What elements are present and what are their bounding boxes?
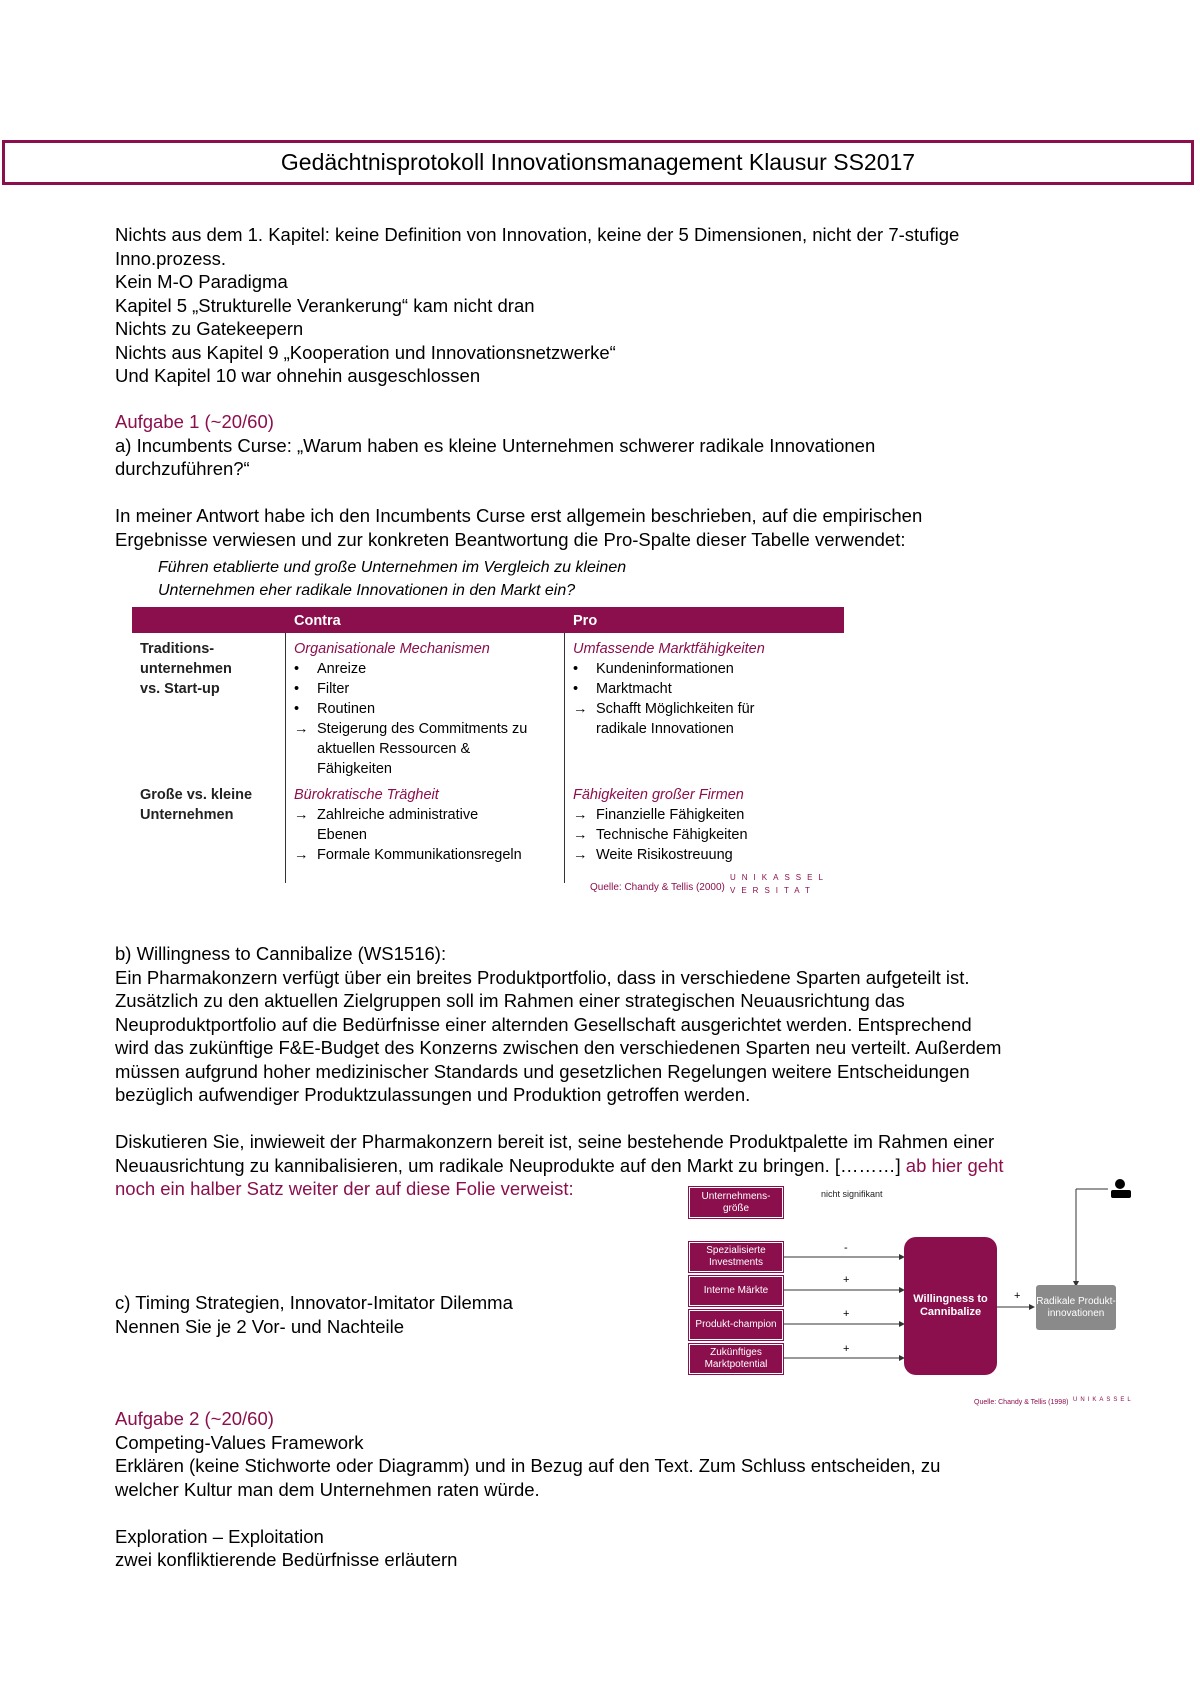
list-item: aktuellen Ressourcen & [317,741,471,757]
sign-label: + [1014,1290,1021,1302]
list-item: → Formale Kommunikationsregeln [294,847,522,863]
list-item: • Filter [294,681,350,697]
row-label: Traditions- unternehmen vs. Start-up [140,641,232,697]
page-title: Gedächtnisprotokoll Innovationsmanagement Klausur SS2017 [2,140,1194,185]
intro-text: Nichts aus dem 1. Kapitel: keine Definition von Innovation, keine der 5 Dimensionen, nicht der 7-stufige Inno.prozess. Kein M-O Paradigma Kapitel 5 „Strukturelle Verankerung“ kam nicht dran Nichts zu Gatekeepern Nichts aus Kapitel 9 „Kooperation und Innovationsnetzwerke“ Und Kapitel 10 war ohnehin ausgeschlossen [115,224,960,386]
list-item: radikale Innovationen [596,721,734,737]
divider [564,633,565,883]
box-future-market-potential: Zukünftiges Marktpotential [689,1344,783,1374]
contra-cell: Organisationale Mechanismen • Anreize • Filter • Routinen → Steigerung des Commitments zu aktuellen Ressourcen & Fähigkeiten [294,641,528,777]
list-item: • Routinen [294,701,376,717]
sign-label: + [843,1308,850,1320]
task1-section: Aufgabe 1 (~20/60) a) Incumbents Curse: „Warum haben es kleine Unternehmen schwerer radikale Innovationen durchzuführen?“ In meiner Antwort habe ich den Incumbents Curse erst allgemein beschrieben, auf die empirischen Ergebnisse verwiesen und zur konkreten Beantwortung die Pro-Spalte dieser Tabelle verwendet: [115,410,1105,551]
box-specialized-investments: Spezialisierte Investments [689,1242,783,1272]
university-logo: UNIKASSEL [1073,1397,1134,1403]
center-box-willingness: Willingness to Cannibalize [904,1237,997,1375]
sign-label: + [843,1274,850,1286]
list-item: → Weite Risikostreuung [573,847,733,863]
list-item: • Anreize [294,661,367,677]
list-item: → Zahlreiche administrative [294,807,479,823]
list-item: → Steigerung des Commitments zu [294,721,528,737]
task1b-section: b) Willingness to Cannibalize (WS1516): Ein Pharmakonzern verfügt über ein breites Produktportfolio, dass in verschiedene Sparten aufgeteilt ist. Zusätzlich zu den aktuellen Zielgruppen soll im Rahmen einer strategischen Neuausrichtung das Neuproduktportfolio auf die Bedürfnisse einer alternden Gesellschaft ausgerichtet werden. Entsprechend wird das zukünftige F&E-Budget des Konzerns zwischen den verschiedenen Sparten neu verteilt. Außerdem müssen aufgrund hoher medizinischer Standards und gesetzlichen Regelungen weitere Entscheidungen bezüglich aufwendiger Produktzulassungen und Produktion getroffen werden. Diskutieren Sie, inwieweit der Pharmakonzern bereit ist, seine bestehende Produktpalette im Rahmen einer Neuausrichtung zu kannibalisieren, um radikale Neuprodukte auf den Markt zu bringen. [………] ab hier geht noch ein halber Satz weiter der auf diese Folie verweist: [115,943,1004,1199]
list-item: • Kundeninformationen [573,661,734,677]
table-header [132,607,844,633]
box-product-champion: Produkt-champion [689,1310,783,1340]
box-internal-markets: Interne Märkte [689,1276,783,1306]
not-significant-label: nicht signifikant [821,1189,883,1199]
task1-heading: Aufgabe 1 (~20/60) [115,411,274,432]
contra-cell: Bürokratische Trägheit → Zahlreiche administrative Ebenen → Formale Kommunikationsregeln [294,787,522,863]
list-item: Fähigkeiten [317,761,392,777]
cannibalization-diagram [688,1182,1138,1407]
university-logo: UNIKASSEL [730,873,829,882]
col-contra: Contra [294,613,341,629]
pro-cell: Fähigkeiten großer Firmen → Finanzielle Fähigkeiten → Technische Fähigkeiten → Weite Risikostreuung [573,787,748,863]
task1c-section: c) Timing Strategien, Innovator-Imitator Dilemma Nennen Sie je 2 Vor- und Nachteile [115,1292,513,1337]
list-item: → Schafft Möglichkeiten für [573,701,755,717]
task2-heading: Aufgabe 2 (~20/60) [115,1408,274,1429]
university-logo: VERSITAT [730,886,816,895]
source-note: Quelle: Chandy & Tellis (1998) [974,1399,1069,1406]
task2-section: Aufgabe 2 (~20/60) Competing-Values Framework Erklären (keine Stichworte oder Diagramm) und in Bezug auf den Text. Zum Schluss entscheiden, zu welcher Kultur man dem Unternehmen raten würde. Exploration – Exploitation zwei konfliktierende Bedürfnisse erläutern [115,1407,1105,1572]
table-question: Führen etablierte und große Unternehmen im Vergleich zu kleinen Unternehmen eher radikale Innovationen in den Markt ein? [158,559,627,599]
row-label: Große vs. kleine Unternehmen [140,787,253,823]
source-note: Quelle: Chandy & Tellis (2000) [590,882,725,893]
sign-label: - [844,1242,848,1254]
list-item: → Technische Fähigkeiten [573,827,748,843]
result-box-radical-innovations: Radikale Produkt-innovationen [1036,1285,1116,1330]
pro-cell: Umfassende Marktfähigkeiten • Kundeninformationen • Marktmacht → Schafft Möglichkeiten für radikale Innovationen [573,641,765,737]
col-pro: Pro [573,613,598,629]
list-item: • Marktmacht [573,681,672,697]
person-icon [1108,1178,1134,1200]
divider [285,633,286,883]
sign-label: + [843,1343,850,1355]
box-company-size: Unternehmens-größe [689,1187,783,1218]
list-item: → Finanzielle Fähigkeiten [573,807,745,823]
list-item: Ebenen [317,827,367,843]
